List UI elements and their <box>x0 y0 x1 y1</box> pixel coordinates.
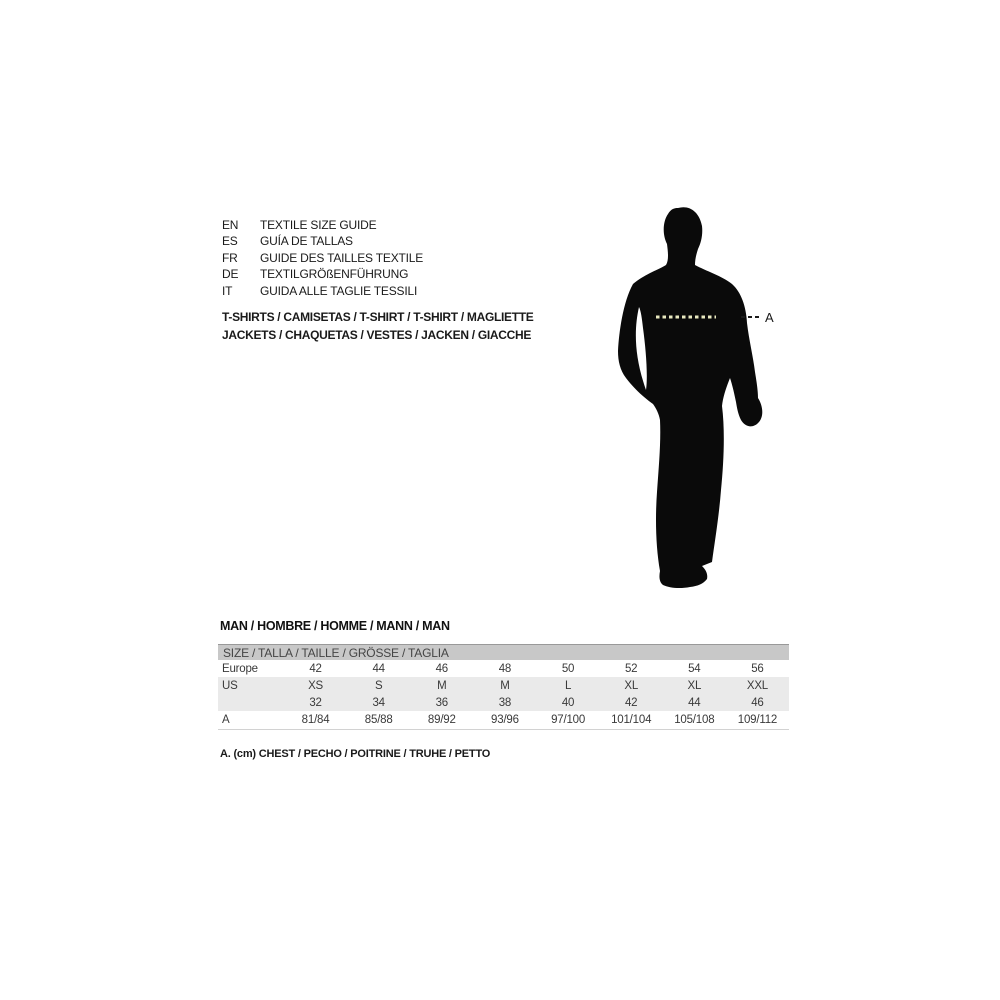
size-cell: XL <box>600 677 663 694</box>
size-cell: 44 <box>663 694 726 711</box>
language-row <box>222 283 423 299</box>
row-label <box>218 694 284 711</box>
size-cell: 32 <box>284 694 347 711</box>
language-code: IT <box>222 283 233 298</box>
size-cell: XL <box>663 677 726 694</box>
language-code: FR <box>222 250 238 265</box>
language-row <box>222 217 423 233</box>
language-code: DE <box>222 267 239 282</box>
size-cell: 54 <box>688 662 701 675</box>
size-cell: 89/92 <box>410 711 473 730</box>
man-silhouette-figure <box>590 180 810 620</box>
language-text: GUIDA ALLE TAGLIE TESSILI <box>260 283 418 298</box>
section-title-man: MAN / HOMBRE / HOMME / MANN / MAN <box>220 619 450 633</box>
garment-line-tshirts: T-SHIRTS / CAMISETAS / T-SHIRT / T-SHIRT / MAGLIETTE <box>222 310 534 324</box>
row-label: US <box>218 677 284 694</box>
language-text: GUÍA DE TALLAS <box>260 234 353 249</box>
size-cell: 48 <box>498 662 512 675</box>
language-code: ES <box>222 234 238 249</box>
size-cell: 34 <box>347 694 410 711</box>
size-cell: 81/84 <box>284 711 347 730</box>
size-cell: 40 <box>537 694 600 711</box>
size-cell: XXL <box>726 677 789 694</box>
size-cell: 97/100 <box>537 711 600 730</box>
size-cell: 50 <box>561 662 575 675</box>
table-row-chest-cm <box>218 711 789 730</box>
size-cell: 109/112 <box>726 711 789 730</box>
garment-line-jackets: JACKETS / CHAQUETAS / VESTES / JACKEN / GIACCHE <box>222 328 532 342</box>
language-row <box>222 250 423 266</box>
size-cell: 56 <box>751 662 764 675</box>
size-cell: 46 <box>726 694 789 711</box>
language-text: TEXTILE SIZE GUIDE <box>260 218 377 232</box>
size-cell: 85/88 <box>347 711 410 730</box>
size-cell: M <box>473 677 536 694</box>
garment-types <box>222 308 534 344</box>
language-row <box>222 266 423 282</box>
size-cell: 42 <box>309 662 322 675</box>
table-header-label: SIZE / TALLA / TAILLE / GRÖSSE / TAGLIA <box>218 645 789 661</box>
size-cell: 105/108 <box>663 711 726 730</box>
row-label: A <box>218 711 284 730</box>
size-cell: 52 <box>624 662 638 675</box>
language-text: TEXTILGRÖßENFÜHRUNG <box>260 267 409 282</box>
measurement-footnote: A. (cm) CHEST / PECHO / POITRINE / TRUHE / PETTO <box>220 748 491 760</box>
size-table <box>218 644 789 730</box>
table-row-europe <box>218 660 789 677</box>
size-cell: S <box>347 677 410 694</box>
table-row-numeric <box>218 694 789 711</box>
language-text: GUIDE DES TAILLES TEXTILE <box>260 250 424 265</box>
measure-label-a: A <box>765 310 774 325</box>
size-cell: 42 <box>600 694 663 711</box>
language-row <box>222 233 423 249</box>
size-cell: 93/96 <box>473 711 536 730</box>
man-silhouette <box>618 207 762 588</box>
language-code: EN <box>222 218 239 232</box>
size-cell: 38 <box>473 694 536 711</box>
table-row-us <box>218 677 789 694</box>
size-cell: 46 <box>435 662 449 675</box>
size-cell: M <box>410 677 473 694</box>
table-header-row <box>218 645 789 661</box>
size-cell: 44 <box>372 662 385 675</box>
language-list <box>222 217 423 299</box>
size-cell: 36 <box>410 694 473 711</box>
row-label: Europe <box>222 662 258 675</box>
size-cell: L <box>537 677 600 694</box>
size-cell: 101/104 <box>600 711 663 730</box>
size-cell: XS <box>284 677 347 694</box>
